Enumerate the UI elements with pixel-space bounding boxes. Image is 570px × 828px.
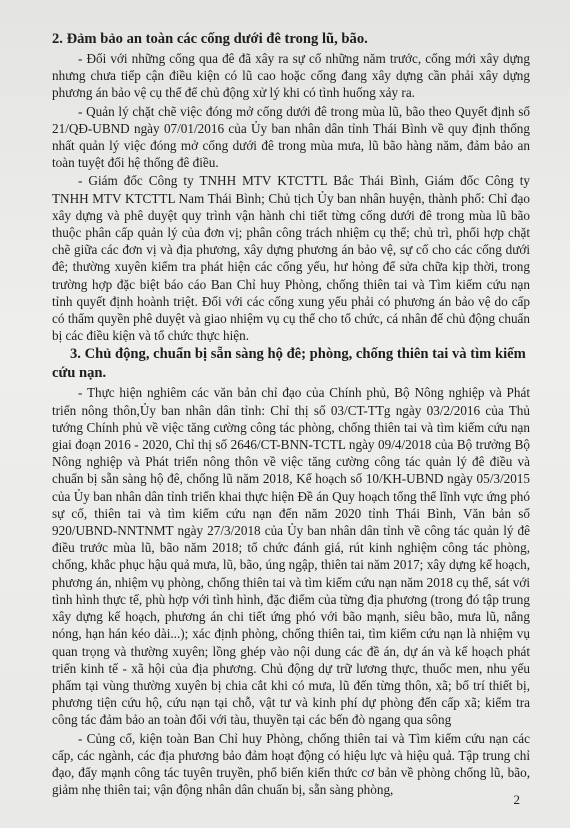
section-2-paragraph-2: - Quản lý chặt chẽ việc đóng mở cống dưới đê trong mùa lũ, bão theo Quyết định số 21/QĐ-UBND ngày 07/01/2016 của Ủy ban nhân dân tỉnh Thái Bình về quy định thống nhất quản lý việc đóng mở cống dưới đê trong mùa mưa, lũ bão hàng năm, đảm bảo an toàn tuyệt đối hệ thống đê điều. xyxy=(52,103,530,171)
section-3-paragraph-1: - Thực hiện nghiêm các văn bản chỉ đạo của Chính phủ, Bộ Nông nghiệp và Phát triển nông thôn,Ủy ban nhân dân tỉnh: Chỉ thị số 03/CT-TTg ngày 03/2/2016 của Thủ tướng Chính phủ về việc tăng cường công tác phòng, chống thiên tai và tìm kiếm cứu nạn giai đoạn 2016 - 2020, Chỉ thị số 2646/CT-BNN-TCTL ngày 09/4/2018 của Bộ trưởng Bộ Nông nghiệp và Phát triển nông thôn về việc tăng cường công tác quản lý đê điều và chuẩn bị sẵn sàng hộ đê, chống lũ năm 2018, Kế hoạch số 10/KH-UBND ngày 05/3/2015 của Ủy ban nhân dân tỉnh triển khai thực hiện Đề án Quy hoạch tổng thể lĩnh vực ứng phó sự cố, thiên tai và tìm kiếm cứu nạn đến năm 2020 tỉnh Thái Bình, Văn bản số 920/UBND-NNTNMT ngày 27/3/2018 của Ủy ban nhân dân tỉnh về công tác quản lý đê điều trước mùa lũ, bão năm 2018; tổ chức đánh giá, rút kinh nghiệm công tác phòng, chống, khắc phục hậu quả mưa, lũ, bão, úng ngập, thiên tai năm 2017; xây dựng kế hoạch, phương án, nhiệm vụ phòng, chống thiên tai và tìm kiếm cứu nạn năm 2018 cụ thể, sát với tình hình thực tế, phù hợp với tình hình, đặc điểm của từng địa phương (trong đó tập trung xây dựng kế hoạch, phương án chi tiết ứng phó với bão mạnh, siêu bão, mưa lũ, nắng nóng, hạn hán kéo dài...); xác định phòng, chống thiên tai, tìm kiếm cứu nạn là nhiệm vụ quan trọng và thường xuyên; lồng ghép vào nội dung các đề án, dự án và kế hoạch phát triển kinh tế - xã hội của địa phương. Chủ động dự trữ lương thực, thuốc men, nhu yếu phẩm tại vùng thường xuyên bị chia cắt khi có mưa, lũ đến từng thôn, xã; bố trí thiết bị, phương tiện cứu hộ, cứu nạn tại chỗ, vật tư và kinh phí dự phòng đến cấp xã; kiểm tra công tác đảm bảo an toàn đối với tàu, thuyền tại các bến đò ngang qua sông xyxy=(52,385,530,728)
section-2-paragraph-1: - Đối với những cống qua đê đã xây ra sự cố những năm trước, cống mới xây dựng nhưng chưa tiếp cận điều kiện có lũ cao hoặc cống đang xây dựng cần phải xây dựng phương án bảo vệ cụ thể để chủ động xử lý khi có tình huống xảy ra. xyxy=(52,51,530,101)
section-3-heading: 3. Chủ động, chuẩn bị sẵn sàng hộ đê; phòng, chống thiên tai và tìm kiếm cứu nạn. xyxy=(52,346,526,382)
page-number: 2 xyxy=(513,792,520,807)
section-2-paragraph-3: - Giám đốc Công ty TNHH MTV KTCTTL Bắc Thái Bình, Giám đốc Công ty TNHH MTV KTCTTL Nam Thái Bình; Chủ tịch Ủy ban nhân huyện, thành phố: Chỉ đạo xây dựng và phê duyệt quy trình vận hành chi tiết từng cống dưới đê trong mùa lũ bão thuộc phân cấp quản lý của đơn vị; phân công trách nhiệm cụ thể; chủ trì, phối hợp chặt chẽ giữa các đơn vị và địa phương, xây dựng phương án bảo vệ, sự cố cho các cống dưới đê; thường xuyên kiểm tra phát hiện các cống yếu, hư hỏng để sửa chữa kịp thời, trong trường hợp đặc biệt báo cáo Ban Chỉ huy Phòng, chống thiên tai và Tìm kiếm cứu nạn tỉnh quyết định hoành triệt. Đối với các cống xung yếu phải có phương án bảo vệ do cấp có thẩm quyền phê duyệt và giao nhiệm vụ cụ thể cho tổ chức, cá nhân để chủ động chuẩn bị các điều kiện và tổ chức thực hiện. xyxy=(52,173,530,344)
section-2-heading: 2. Đảm bảo an toàn các cống dưới đê trong lũ, bão. xyxy=(52,31,368,47)
section-3-paragraph-2: - Củng cố, kiện toàn Ban Chỉ huy Phòng, chống thiên tai và Tìm kiếm cứu nạn các cấp, các ngành, các địa phương bảo đảm hoạt động có hiệu lực và hiệu quả. Tập trung chỉ đạo, đẩy mạnh công tác tuyên truyền, phổ biến kiến thức cơ bản về phòng chống lũ, bão, giảm nhẹ thiên tai; vận động nhân dân chuẩn bị, sẵn sàng phòng, xyxy=(52,730,530,798)
